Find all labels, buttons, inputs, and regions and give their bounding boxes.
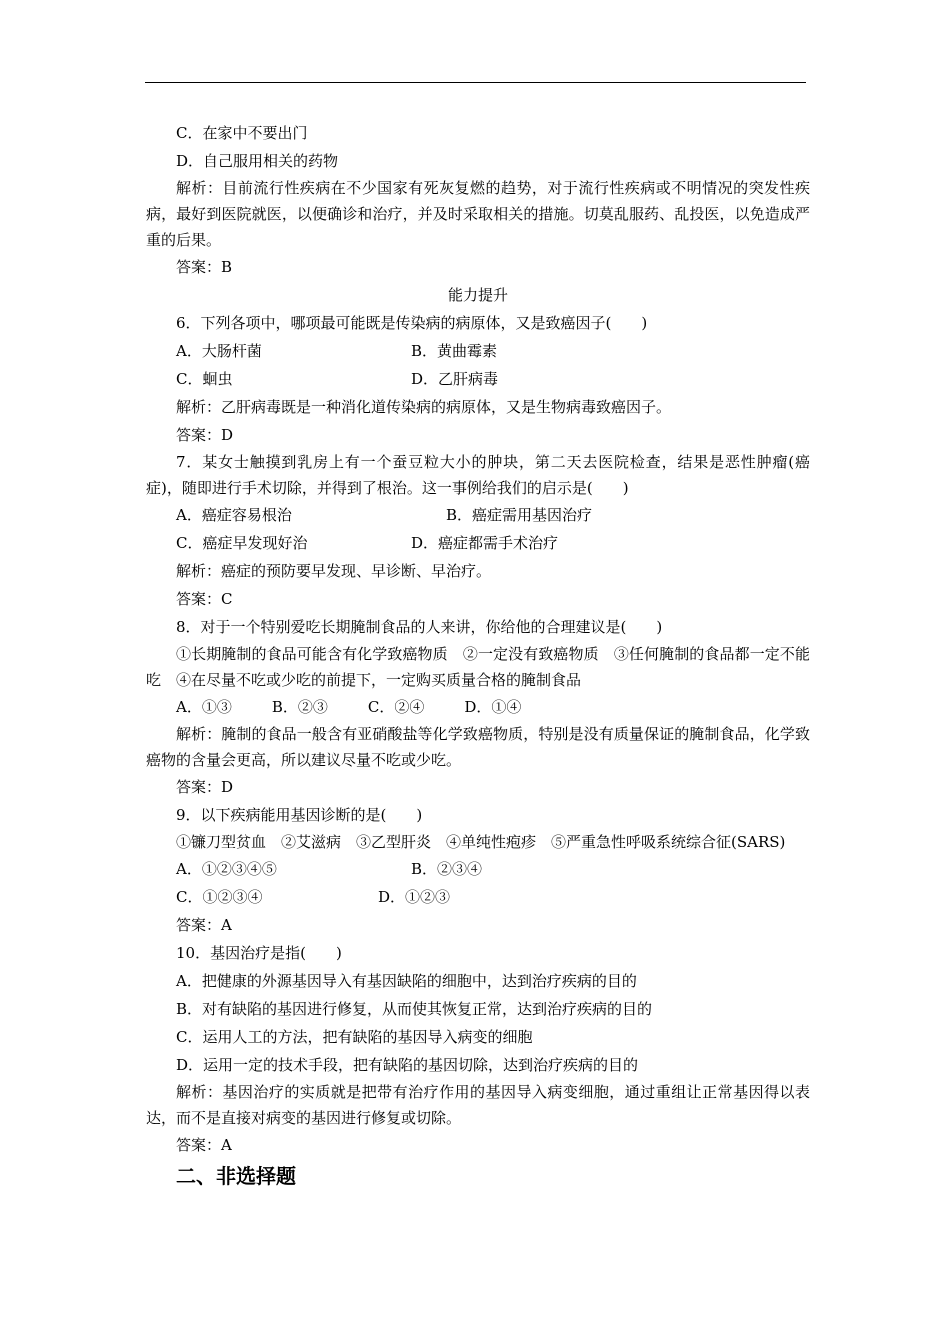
section-title-non-choice: 二、非选择题 bbox=[176, 1164, 296, 1188]
q10-stem: 10．基因治疗是指( ) bbox=[176, 944, 342, 962]
q6-option-b: B．黄曲霉素 bbox=[411, 342, 498, 360]
q9-answer: 答案：A bbox=[176, 916, 232, 934]
q9-options-row2 bbox=[146, 883, 810, 911]
q5-analysis: 解析：目前流行性疾病在不少国家有死灰复燃的趋势，对于流行性疾病或不明情况的突发性疾病，最好到医院就医，以便确诊和治疗，并及时采取相关的措施。切莫乱服药、乱投医，以免造成严重的后果。 bbox=[146, 179, 810, 249]
q10-option-b: B．对有缺陷的基因进行修复，从而使其恢复正常，达到治疗疾病的目的 bbox=[176, 1000, 653, 1018]
q6-stem: 6．下列各项中，哪项最可能既是传染病的病原体，又是致癌因子( ) bbox=[176, 314, 648, 332]
q8-items: ①长期腌制的食品可能含有化学致癌物质 ②一定没有致癌物质 ③任何腌制的食品都一定不能吃 ④在尽量不吃或少吃的前提下，一定购买质量合格的腌制食品 bbox=[146, 645, 810, 689]
q9-option-a: A．①②③④⑤ bbox=[176, 860, 277, 878]
q8-options bbox=[146, 693, 810, 721]
section-heading-ability: 能力提升 bbox=[447, 286, 508, 304]
q7-option-b: B．癌症需用基因治疗 bbox=[446, 506, 593, 524]
document-body bbox=[146, 119, 810, 1191]
q10-option-c: C．运用人工的方法，把有缺陷的基因导入病变的细胞 bbox=[176, 1028, 533, 1046]
q7-option-a: A．癌症容易根治 bbox=[176, 506, 292, 524]
q7-options-row2 bbox=[146, 529, 810, 557]
q6-analysis: 解析：乙肝病毒既是一种消化道传染病的病原体，又是生物病毒致癌因子。 bbox=[176, 398, 672, 416]
q6-option-c: C．蛔虫 bbox=[176, 370, 233, 388]
q9-items: ①镰刀型贫血 ②艾滋病 ③乙型肝炎 ④单纯性疱疹 ⑤严重急性呼吸系统综合征(SARS) bbox=[176, 833, 786, 851]
q6-option-d: D．乙肝病毒 bbox=[411, 370, 499, 388]
q10-option-d: D．运用一定的技术手段，把有缺陷的基因切除，达到治疗疾病的目的 bbox=[176, 1056, 639, 1074]
q9-options-row1 bbox=[146, 855, 810, 883]
q9-option-d: D．①②③ bbox=[378, 888, 451, 906]
q8-answer: 答案：D bbox=[176, 778, 234, 796]
q8-analysis: 解析：腌制的食品一般含有亚硝酸盐等化学致癌物质，特别是没有质量保证的腌制食品，化学致癌物的含量会更高，所以建议尽量不吃或少吃。 bbox=[146, 725, 810, 769]
q6-answer: 答案：D bbox=[176, 426, 234, 444]
header-rule bbox=[145, 82, 806, 83]
q5-option-d: D．自己服用相关的药物 bbox=[176, 152, 339, 170]
q9-stem: 9．以下疾病能用基因诊断的是( ) bbox=[176, 806, 423, 824]
q6-options-row1 bbox=[146, 337, 810, 365]
q9-option-b: B．②③④ bbox=[411, 860, 483, 878]
q7-stem: 7．某女士触摸到乳房上有一个蚕豆粒大小的肿块，第二天去医院检查，结果是恶性肿瘤(癌症)，随即进行手术切除，并得到了根治。这一事例给我们的启示是( ) bbox=[146, 453, 810, 497]
q8-option-d: D．①④ bbox=[464, 698, 522, 716]
q10-answer: 答案：A bbox=[176, 1136, 232, 1154]
q5-answer: 答案：B bbox=[176, 258, 233, 276]
q5-option-c: C．在家中不要出门 bbox=[176, 124, 308, 142]
q8-option-b: B．②③ bbox=[271, 698, 328, 716]
q7-option-d: D．癌症都需手术治疗 bbox=[411, 534, 559, 552]
q7-analysis: 解析：癌症的预防要早发现、早诊断、早治疗。 bbox=[176, 562, 492, 580]
q7-options-row1 bbox=[146, 501, 810, 529]
q6-option-a: A．大肠杆菌 bbox=[176, 342, 262, 360]
q8-option-c: C．②④ bbox=[367, 698, 425, 716]
q6-options-row2 bbox=[146, 365, 810, 393]
q7-option-c: C．癌症早发现好治 bbox=[176, 534, 308, 552]
q10-analysis: 解析：基因治疗的实质就是把带有治疗作用的基因导入病变细胞，通过重组让正常基因得以表达，而不是直接对病变的基因进行修复或切除。 bbox=[146, 1083, 810, 1127]
q10-option-a: A．把健康的外源基因导入有基因缺陷的细胞中，达到治疗疾病的目的 bbox=[176, 972, 637, 990]
q9-option-c: C．①②③④ bbox=[176, 888, 263, 906]
q8-option-a: A．①③ bbox=[176, 698, 232, 716]
q7-answer: 答案：C bbox=[176, 590, 233, 608]
q8-stem: 8．对于一个特别爱吃长期腌制食品的人来讲，你给他的合理建议是( ) bbox=[176, 618, 663, 636]
